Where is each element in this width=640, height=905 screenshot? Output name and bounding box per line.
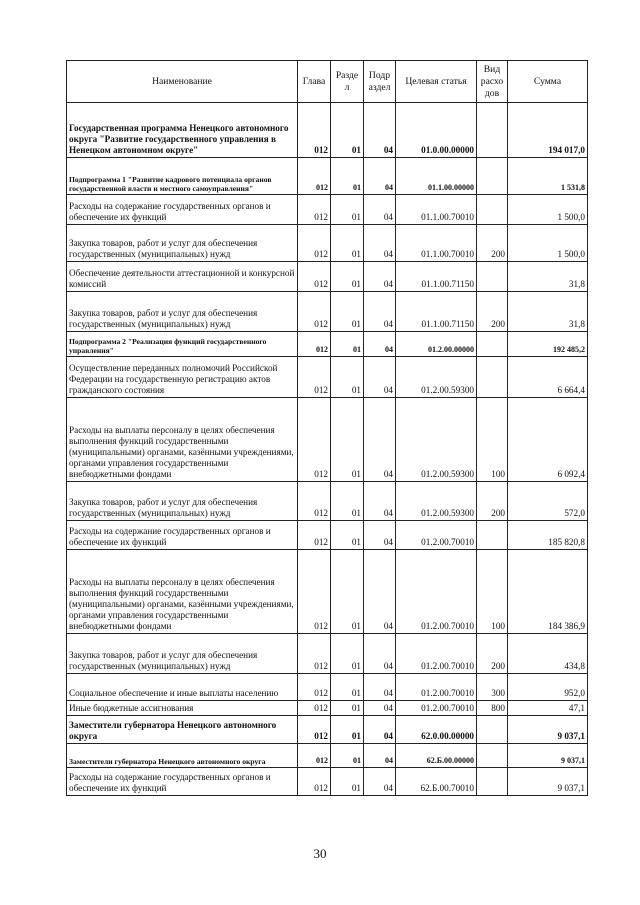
row-sum: 434,8 xyxy=(508,634,588,674)
row-razdel: 01 xyxy=(331,103,364,158)
row-podrazdel: 04 xyxy=(364,701,396,716)
row-vid xyxy=(477,521,508,550)
row-target: 01.0.00.00000 xyxy=(396,103,477,158)
row-sum: 6 092,4 xyxy=(508,398,588,482)
row-glava: 012 xyxy=(298,744,331,768)
table-row xyxy=(67,357,588,398)
row-glava: 012 xyxy=(298,195,331,225)
budget-table xyxy=(66,60,588,796)
row-vid xyxy=(477,332,508,357)
row-vid: 200 xyxy=(477,225,508,262)
row-target: 01.2.00.59300 xyxy=(396,398,477,482)
row-sum: 9 037,1 xyxy=(508,744,588,768)
row-name: Расходы на выплаты персоналу в целях обеспечения выполнения функций государственными (муниципальными) органами, казёнными учреждениями, органами управления государственными внебюджетными фондами xyxy=(67,550,298,634)
row-sum: 572,0 xyxy=(508,482,588,521)
table-row xyxy=(67,768,588,796)
row-vid: 100 xyxy=(477,550,508,634)
header-podrazdel: Подр аздел xyxy=(364,61,396,103)
row-vid xyxy=(477,195,508,225)
row-vid: 100 xyxy=(477,398,508,482)
table-row xyxy=(67,262,588,292)
row-target: 01.2.00.70010 xyxy=(396,634,477,674)
row-glava: 012 xyxy=(298,103,331,158)
row-glava: 012 xyxy=(298,225,331,262)
row-name: Иные бюджетные ассигнования xyxy=(67,701,298,716)
row-name: Расходы на содержание государственных органов и обеспечение их функций xyxy=(67,521,298,550)
header-glava: Глава xyxy=(298,61,331,103)
row-razdel: 01 xyxy=(331,262,364,292)
row-name: Заместители губернатора Ненецкого автономного округа xyxy=(67,716,298,744)
row-name: Расходы на выплаты персоналу в целях обеспечения выполнения функций государственными (муниципальными) органами, казёнными учреждениями, органами управления государственными внебюджетными фондами xyxy=(67,398,298,482)
header-razdel: Разде л xyxy=(331,61,364,103)
row-razdel: 01 xyxy=(331,716,364,744)
header-name: Наименование xyxy=(67,61,298,103)
table-row xyxy=(67,225,588,262)
row-sum: 192 485,2 xyxy=(508,332,588,357)
table-header-row xyxy=(67,61,588,103)
table-row xyxy=(67,292,588,332)
row-sum: 194 017,0 xyxy=(508,103,588,158)
row-name: Подпрограмма 1 "Развитие кадрового потенциала органов государственной власти и местного самоуправления" xyxy=(67,158,298,195)
row-glava: 012 xyxy=(298,716,331,744)
row-target: 01.2.00.70010 xyxy=(396,550,477,634)
row-podrazdel: 04 xyxy=(364,262,396,292)
row-podrazdel: 04 xyxy=(364,716,396,744)
row-podrazdel: 04 xyxy=(364,103,396,158)
row-vid xyxy=(477,768,508,796)
row-razdel: 01 xyxy=(331,550,364,634)
row-glava: 012 xyxy=(298,550,331,634)
row-vid: 200 xyxy=(477,634,508,674)
row-podrazdel: 04 xyxy=(364,634,396,674)
row-podrazdel: 04 xyxy=(364,292,396,332)
row-vid xyxy=(477,357,508,398)
row-target: 01.2.00.70010 xyxy=(396,701,477,716)
row-sum: 1 500,0 xyxy=(508,195,588,225)
row-sum: 31,8 xyxy=(508,292,588,332)
row-name: Обеспечение деятельности аттестационной и конкурсной комиссий xyxy=(67,262,298,292)
row-target: 01.2.00.00000 xyxy=(396,332,477,357)
row-target: 01.2.00.59300 xyxy=(396,482,477,521)
row-glava: 012 xyxy=(298,521,331,550)
table-row xyxy=(67,332,588,357)
row-razdel: 01 xyxy=(331,398,364,482)
row-vid xyxy=(477,158,508,195)
row-vid: 200 xyxy=(477,482,508,521)
row-sum: 47,1 xyxy=(508,701,588,716)
row-target: 01.1.00.71150 xyxy=(396,292,477,332)
table-row xyxy=(67,674,588,701)
row-name: Государственная программа Ненецкого автономного округа "Развитие государственного управления в Ненецком автономном округе" xyxy=(67,103,298,158)
table-row xyxy=(67,398,588,482)
row-podrazdel: 04 xyxy=(364,521,396,550)
row-razdel: 01 xyxy=(331,292,364,332)
budget-sheet xyxy=(66,60,587,796)
row-name: Социальное обеспечение и иные выплаты населению xyxy=(67,674,298,701)
table-row xyxy=(67,716,588,744)
row-name: Осуществление переданных полномочий Российской Федерации на государственную регистрацию актов гражданского состояния xyxy=(67,357,298,398)
row-glava: 012 xyxy=(298,634,331,674)
row-razdel: 01 xyxy=(331,634,364,674)
table-row xyxy=(67,158,588,195)
row-razdel: 01 xyxy=(331,744,364,768)
row-sum: 952,0 xyxy=(508,674,588,701)
row-podrazdel: 04 xyxy=(364,357,396,398)
row-name: Расходы на содержание государственных органов и обеспечение их функций xyxy=(67,768,298,796)
row-target: 01.1.00.71150 xyxy=(396,262,477,292)
header-target: Целевая статья xyxy=(396,61,477,103)
row-vid xyxy=(477,716,508,744)
row-target: 01.1.00.70010 xyxy=(396,195,477,225)
row-glava: 012 xyxy=(298,768,331,796)
row-sum: 6 664,4 xyxy=(508,357,588,398)
row-podrazdel: 04 xyxy=(364,398,396,482)
row-name: Подпрограмма 2 "Реализация функций государственного управления" xyxy=(67,332,298,357)
row-target: 01.1.00.00000 xyxy=(396,158,477,195)
table-row xyxy=(67,521,588,550)
table-row xyxy=(67,634,588,674)
row-glava: 012 xyxy=(298,701,331,716)
row-podrazdel: 04 xyxy=(364,158,396,195)
row-name: Расходы на содержание государственных органов и обеспечение их функций xyxy=(67,195,298,225)
row-name: Закупка товаров, работ и услуг для обеспечения государственных (муниципальных) нужд xyxy=(67,482,298,521)
row-razdel: 01 xyxy=(331,482,364,521)
table-row xyxy=(67,103,588,158)
row-glava: 012 xyxy=(298,158,331,195)
row-target: 62.Б.00.00000 xyxy=(396,744,477,768)
header-vid: Вид расхо дов xyxy=(477,61,508,103)
row-razdel: 01 xyxy=(331,195,364,225)
row-glava: 012 xyxy=(298,332,331,357)
row-target: 01.2.00.70010 xyxy=(396,674,477,701)
row-glava: 012 xyxy=(298,357,331,398)
row-podrazdel: 04 xyxy=(364,744,396,768)
row-sum: 9 037,1 xyxy=(508,716,588,744)
header-sum: Сумма xyxy=(508,61,588,103)
row-target: 62.0.00.00000 xyxy=(396,716,477,744)
table-row xyxy=(67,482,588,521)
row-razdel: 01 xyxy=(331,357,364,398)
row-target: 62.Б.00.70010 xyxy=(396,768,477,796)
row-podrazdel: 04 xyxy=(364,768,396,796)
row-podrazdel: 04 xyxy=(364,332,396,357)
row-podrazdel: 04 xyxy=(364,674,396,701)
page-number: 30 xyxy=(313,846,327,861)
row-razdel: 01 xyxy=(331,701,364,716)
row-sum: 185 820,8 xyxy=(508,521,588,550)
row-razdel: 01 xyxy=(331,674,364,701)
row-vid: 800 xyxy=(477,701,508,716)
row-sum: 1 500,0 xyxy=(508,225,588,262)
row-sum: 1 531,8 xyxy=(508,158,588,195)
row-sum: 9 037,1 xyxy=(508,768,588,796)
row-glava: 012 xyxy=(298,398,331,482)
row-name: Закупка товаров, работ и услуг для обеспечения государственных (муниципальных) нужд xyxy=(67,225,298,262)
row-sum: 184 386,9 xyxy=(508,550,588,634)
table-row xyxy=(67,195,588,225)
row-sum: 31,8 xyxy=(508,262,588,292)
row-razdel: 01 xyxy=(331,332,364,357)
row-name: Закупка товаров, работ и услуг для обеспечения государственных (муниципальных) нужд xyxy=(67,634,298,674)
row-razdel: 01 xyxy=(331,768,364,796)
row-name: Закупка товаров, работ и услуг для обеспечения государственных (муниципальных) нужд xyxy=(67,292,298,332)
row-razdel: 01 xyxy=(331,521,364,550)
row-vid: 200 xyxy=(477,292,508,332)
row-target: 01.2.00.70010 xyxy=(396,521,477,550)
row-podrazdel: 04 xyxy=(364,550,396,634)
row-glava: 012 xyxy=(298,262,331,292)
row-podrazdel: 04 xyxy=(364,225,396,262)
row-razdel: 01 xyxy=(331,225,364,262)
row-glava: 012 xyxy=(298,482,331,521)
row-vid: 300 xyxy=(477,674,508,701)
row-vid xyxy=(477,744,508,768)
table-row xyxy=(67,744,588,768)
row-glava: 012 xyxy=(298,292,331,332)
row-razdel: 01 xyxy=(331,158,364,195)
table-row xyxy=(67,550,588,634)
row-glava: 012 xyxy=(298,674,331,701)
row-vid xyxy=(477,262,508,292)
row-name: Заместители губернатора Ненецкого автономного округа xyxy=(67,744,298,768)
table-row xyxy=(67,701,588,716)
row-podrazdel: 04 xyxy=(364,195,396,225)
row-target: 01.2.00.59300 xyxy=(396,357,477,398)
row-vid xyxy=(477,103,508,158)
row-target: 01.1.00.70010 xyxy=(396,225,477,262)
row-podrazdel: 04 xyxy=(364,482,396,521)
